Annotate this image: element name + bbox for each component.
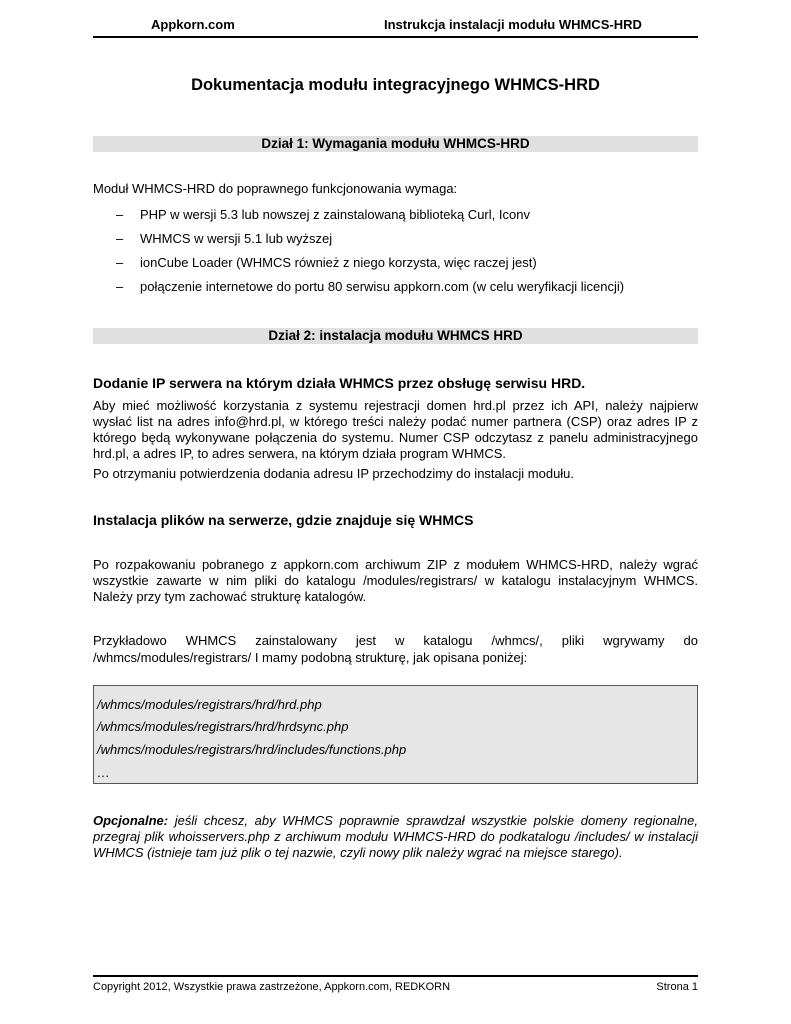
ip-paragraph: Aby mieć możliwość korzystania z systemu rejestracji domen hrd.pl przez ich API, należy najpierw wysłać list na adres info@hrd.pl, w którego treści należy podać numer partnera (CSP) oraz adres IP z którego będą wykonywane połączenia do systemu. Numer CSP odczytasz z panelu administracyjnego hrd.pl, a adres IP, to adres serwera, na którym działa program WHMCS. [93, 398, 698, 461]
optional-text: jeśli chcesz, aby WHMCS poprawnie sprawdzał wszystkie polskie domeny regionalne, przegraj plik whoisservers.php z archiwum modułu WHMCS-HRD do podkatalogu /includes/ w instalacji WHMCS (istnieje tam już plik o tej nazwie, czyli nowy plik należy wgrać na miejsce starego). [93, 813, 698, 860]
header-doc-title: Instrukcja instalacji modułu WHMCS-HRD [384, 17, 642, 32]
example-word: jest [355, 633, 377, 648]
ip-confirmation-paragraph: Po otrzymaniu potwierdzenia dodania adresu IP przechodzimy do instalacji modułu. [93, 466, 575, 481]
footer-page-number: Strona 1 [656, 981, 698, 993]
document-title: Dokumentacja modułu integracyjnego WHMCS-HRD [191, 76, 600, 94]
list-bullet: – [116, 279, 124, 294]
list-item-text: ionCube Loader (WHMCS również z niego korzysta, więc raczej jest) [140, 255, 537, 270]
code-line: /whmcs/modules/registrars/hrd/hrdsync.php [97, 719, 349, 734]
section-2-heading: Dział 2: instalacja modułu WHMCS HRD [93, 328, 698, 344]
example-word: /whmcs/, [491, 633, 543, 648]
files-paragraph: Po rozpakowaniu pobranego z appkorn.com archiwum ZIP z modułem WHMCS-HRD, należy wgrać wszystkie zawarte w nim pliki do katalogu /modules/registrars/ w katalogu instalacyjnym WHMCS. Należy przy tym zachować strukturę katalogów. [93, 557, 698, 604]
example-word: w [395, 633, 405, 648]
code-line: … [97, 765, 110, 780]
file-structure-box [93, 685, 698, 784]
page-header [93, 16, 698, 38]
example-word: do [683, 633, 698, 648]
example-word: Przykładowo [93, 633, 167, 648]
optional-label: Opcjonalne: [93, 813, 169, 828]
example-line-1 [93, 633, 698, 649]
code-line: /whmcs/modules/registrars/hrd/includes/functions.php [97, 742, 407, 757]
requirements-list [93, 207, 698, 303]
header-site-name: Appkorn.com [151, 17, 235, 32]
list-item-text: WHMCS w wersji 5.1 lub wyższej [140, 231, 333, 246]
list-bullet: – [116, 255, 124, 270]
page-footer [93, 975, 698, 993]
code-line: /whmcs/modules/registrars/hrd/hrd.php [97, 697, 322, 712]
list-bullet: – [116, 231, 124, 246]
optional-note [93, 813, 698, 861]
list-item [93, 255, 698, 279]
list-item [93, 279, 698, 303]
subsection-ip-heading: Dodanie IP serwera na którym działa WHMCS przez obsługę serwisu HRD. [93, 375, 586, 391]
section-1-heading: Dział 1: Wymagania modułu WHMCS-HRD [93, 136, 698, 152]
example-word: pliki [561, 633, 585, 648]
list-item-text: połączenie internetowe do portu 80 serwisu appkorn.com (w celu weryfikacji licencji) [140, 279, 625, 294]
list-bullet: – [116, 207, 124, 222]
subsection-files-heading: Instalacja plików na serwerze, gdzie znajduje się WHMCS [93, 512, 474, 528]
list-item-text: PHP w wersji 5.3 lub nowszej z zainstalowaną biblioteką Curl, Iconv [140, 207, 530, 222]
requirements-intro: Moduł WHMCS-HRD do poprawnego funkcjonowania wymaga: [93, 181, 458, 196]
example-word: wgrywamy [603, 633, 665, 648]
list-item [93, 231, 698, 255]
example-word: WHMCS [185, 633, 237, 648]
example-word: zainstalowany [255, 633, 337, 648]
example-line-2: /whmcs/modules/registrars/ I mamy podobną strukturę, jak opisana poniżej: [93, 650, 528, 665]
list-item [93, 207, 698, 231]
example-word: katalogu [423, 633, 473, 648]
footer-copyright: Copyright 2012, Wszystkie prawa zastrzeżone, Appkorn.com, REDKORN [93, 981, 451, 993]
